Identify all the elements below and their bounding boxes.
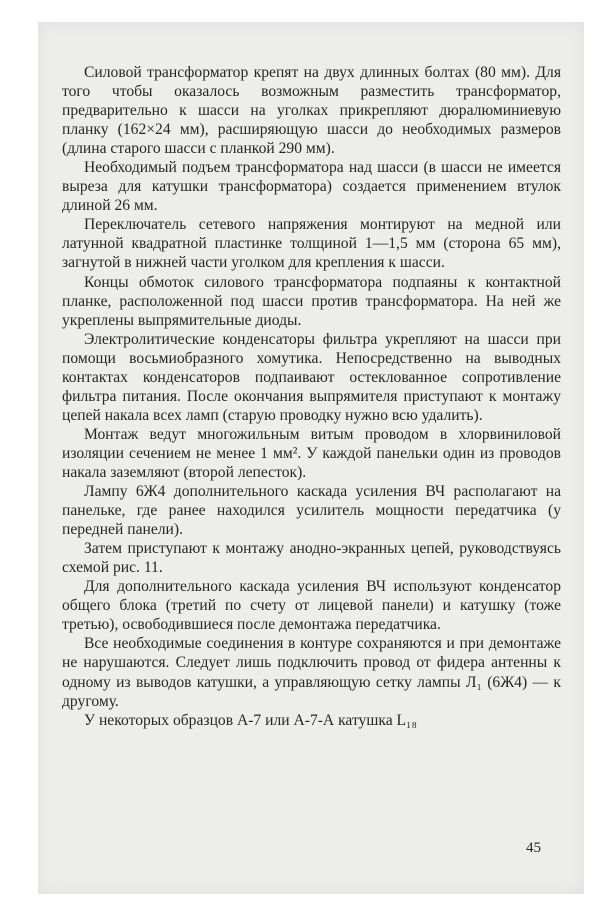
paragraph: Переключатель сетевого напряжения монтируют на медной или латунной квадратной пластинке толщиной 1—1,5 мм (сторона 65 мм), загнутой в нижней части уголком для крепления к шасси. bbox=[62, 216, 561, 272]
paragraph: Затем приступают к монтажу анодно-экранных цепей, руководствуясь схемой рис. 11. bbox=[62, 540, 561, 577]
paragraph: Электролитические конденсаторы фильтра укрепляют на шасси при помощи восьмиобразного хомутика. Непосредственно на выводных контактах конденсаторов подпаивают остеклованное сопротивление фильтра питания. После окончания выпрямителя приступают к монтажу цепей накала всех ламп (старую проводку нужно всю удалить). bbox=[62, 330, 561, 424]
paragraph: Монтаж ведут многожильным витым проводом в хлорвиниловой изоляции сечением не менее 1 мм². У каждой панельки один из проводов накала заземляют (второй лепесток). bbox=[62, 425, 561, 481]
book-page bbox=[38, 22, 584, 894]
paragraph: У некоторых образцов А-7 или А-7-А катушка L₁₈ bbox=[84, 711, 417, 729]
paragraph: Лампу 6Ж4 дополнительного каскада усиления ВЧ располагают на панельке, где ранее находился усилитель мощности передатчика (у передней панели). bbox=[62, 483, 561, 539]
paragraph: Силовой трансформатор крепят на двух длинных болтах (80 мм). Для того чтобы оказалось возможным разместить трансформатор, предварительно к шасси на уголках прикрепляют дюралюминиевую планку (162×24 мм), расширяющую шасси до необходимых размеров (длина старого шасси с планкой 290 мм). bbox=[62, 64, 561, 158]
paragraph: Все необходимые соединения в контуре сохраняются и при демонтаже не нарушаются. Следует лишь подключить провод от фидера антенны к одному из выводов катушки, а управляющую сетку лампы Л₁ (6Ж4) — к другому. bbox=[62, 635, 561, 710]
body-text bbox=[62, 63, 561, 730]
paragraph: Концы обмоток силового трансформатора подпаяны к контактной планке, расположенной под шасси против трансформатора. На ней же укреплены выпрямительные диоды. bbox=[62, 273, 561, 329]
paragraph: Необходимый подъем трансформатора над шасси (в шасси не имеется выреза для катушки трансформатора) создается применением втулок длиной 26 мм. bbox=[62, 159, 561, 215]
paragraph: Для дополнительного каскада усиления ВЧ используют конденсатор общего блока (третий по счету от лицевой панели) и катушку (тоже третью), освободившиеся после демонтажа передатчика. bbox=[62, 578, 561, 634]
page-number: 45 bbox=[526, 840, 541, 856]
